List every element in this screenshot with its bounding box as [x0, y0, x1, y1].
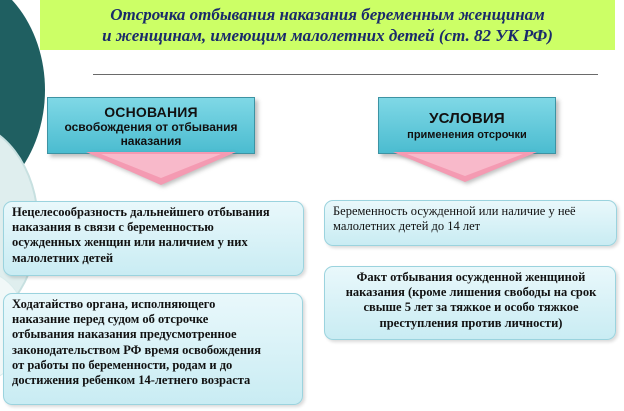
item-line: от работы по беременности, родам и до — [12, 357, 233, 372]
conditions-item-1 — [324, 200, 617, 246]
conditions-header-sub: применения отсрочки — [407, 128, 527, 141]
item-line: достижения ребенком 14-летнего возраста — [12, 373, 251, 388]
item-line: свыше 5 лет за тяжкое и особо тяжкое — [363, 300, 579, 315]
grounds-item-2 — [3, 293, 303, 405]
grounds-header — [47, 97, 255, 154]
item-line: Факт отбывания осужденной женщиной — [356, 270, 586, 284]
divider-line — [93, 74, 598, 75]
down-arrow-icon — [86, 152, 236, 185]
conditions-header-title: УСЛОВИЯ — [429, 109, 505, 127]
conditions-header — [378, 97, 556, 154]
arrow-highlight — [101, 154, 221, 178]
item-line: отбывания наказания предусмотренное — [12, 327, 237, 342]
title-banner — [40, 0, 615, 50]
item-line: наказания (кроме лишения свободы на срок — [345, 285, 597, 300]
conditions-item-2 — [324, 266, 616, 340]
item-line: преступления против личности) — [379, 315, 563, 330]
item-line: Нецелесообразность дальнейшего отбывания — [12, 205, 270, 219]
grounds-header-sub-1: освобождения от отбывания — [64, 119, 238, 134]
item-line: осужденных женщин или наличием у них — [12, 235, 248, 250]
item-line: малолетних детей — [12, 250, 114, 265]
grounds-header-title: ОСНОВАНИЯ — [104, 103, 198, 120]
item-line: Беременность осужденной или наличие у неё — [333, 204, 576, 218]
title-line-2: и женщинам, имеющим малолетних детей (ст. 82 УК РФ) — [102, 26, 553, 45]
title-line-1: Отсрочка отбывания наказания беременным женщинам — [110, 5, 545, 24]
item-line: Ходатайство органа, исполняющего — [12, 297, 216, 311]
item-line: наказания в связи с беременностью — [12, 220, 214, 235]
item-line: малолетних детей до 14 лет — [333, 219, 481, 234]
item-line: законодательством РФ время освобождения — [12, 342, 261, 357]
grounds-item-1 — [3, 201, 304, 276]
arrow-highlight — [407, 154, 523, 176]
grounds-header-sub-2: наказания — [120, 133, 182, 148]
down-arrow-icon — [393, 152, 537, 182]
item-line: наказание перед судом об отсрочке — [12, 312, 209, 327]
